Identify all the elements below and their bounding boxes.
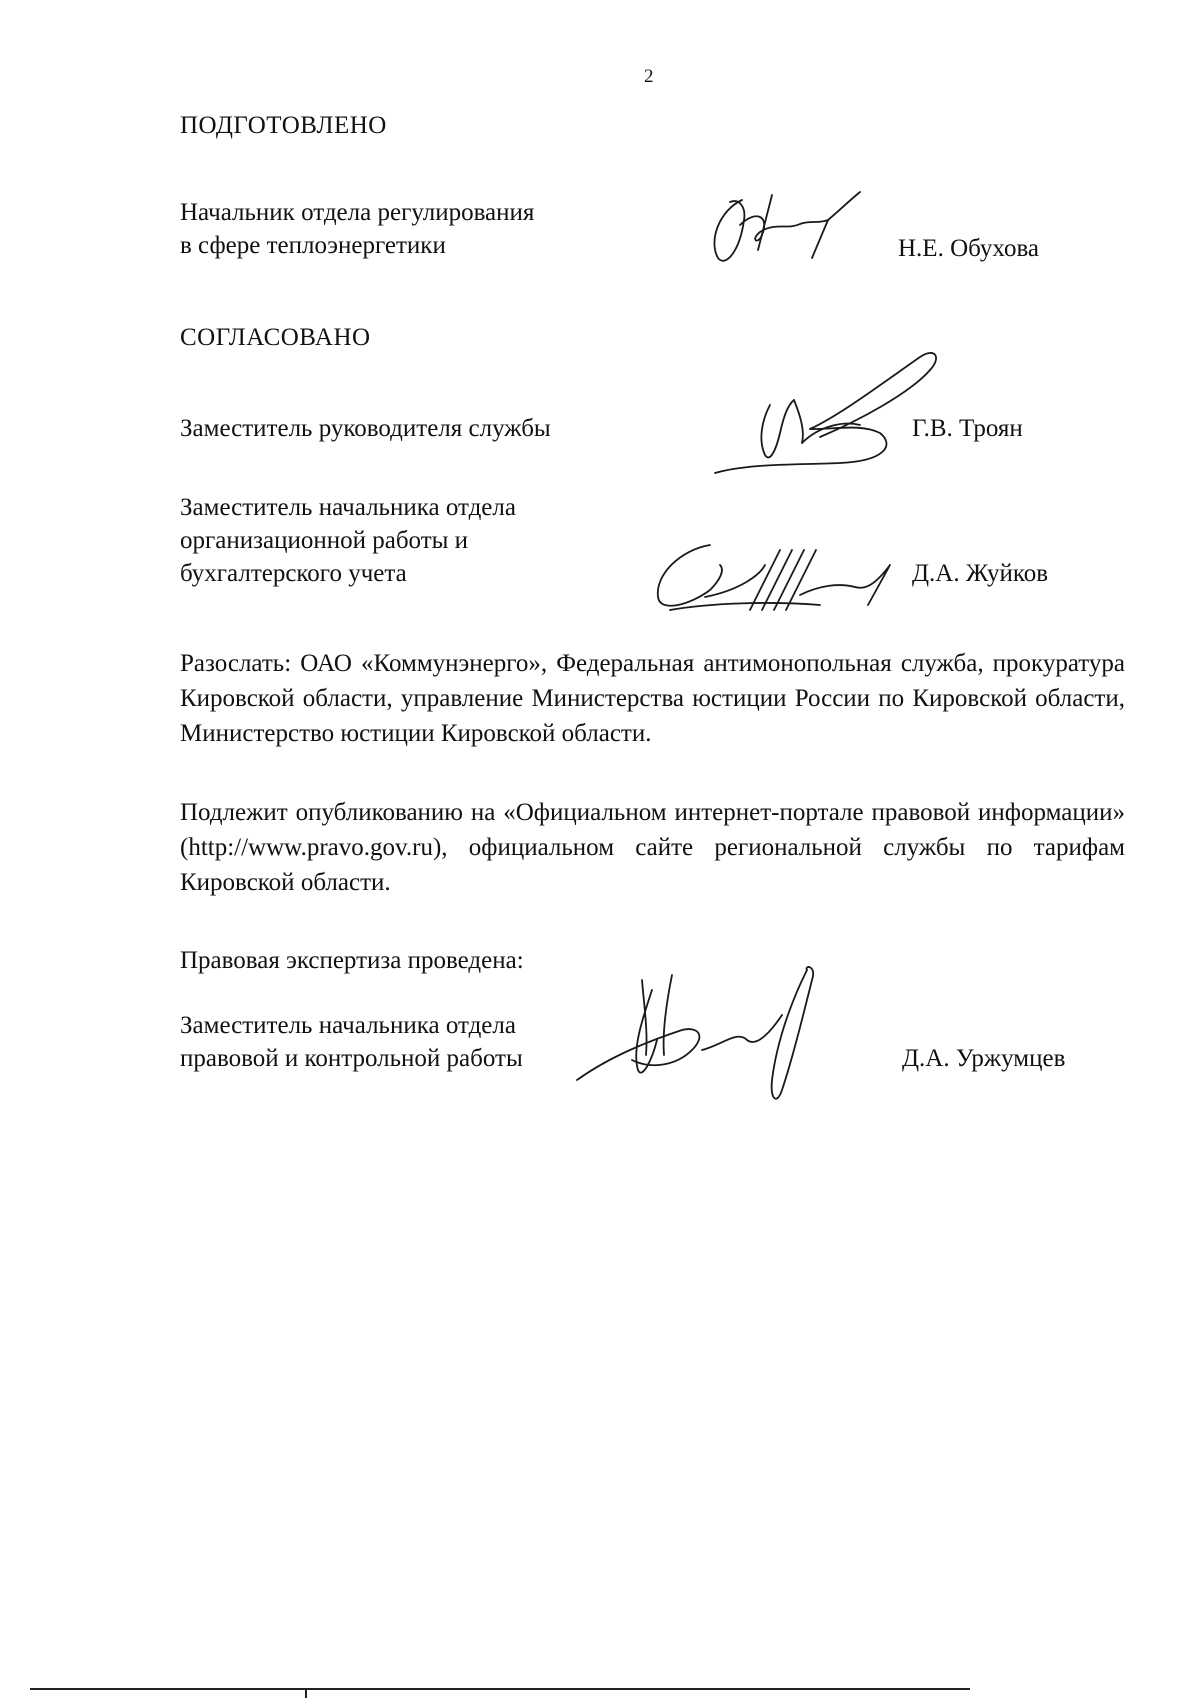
approved-name-troyan: Г.В. Троян [912, 415, 1023, 442]
approved-name-zhuikov: Д.А. Жуйков [912, 560, 1049, 587]
bottom-rule [30, 1688, 970, 1690]
prepared-position-line1: Начальник отдела регулирования [180, 199, 535, 226]
prepared-position-line2: в сфере теплоэнергетики [180, 232, 446, 259]
approved-position-zhuikov-line1: Заместитель начальника отдела [180, 494, 516, 521]
distribution-text: Разослать: ОАО «Коммунэнерго», Федеральная антимонопольная служба, прокуратура Кировской области, управление Министерства юстиции России по Кировской области, Министерство юстиции Кировской области. [180, 650, 1125, 747]
approved-position-zhuikov-line2: организационной работы и [180, 527, 469, 554]
approved-position-zhuikov-line3: бухгалтерского учета [180, 560, 407, 587]
approved-position-troyan: Заместитель руководителя службы [180, 415, 551, 442]
legal-review-position-line2: правовой и контрольной работы [180, 1045, 523, 1072]
bottom-rule-tick [305, 1688, 307, 1698]
prepared-name: Н.Е. Обухова [898, 235, 1040, 262]
page-number: 2 [644, 66, 654, 87]
legal-review-name: Д.А. Уржумцев [902, 1045, 1066, 1072]
publication-text: Подлежит опубликованию на «Официальном интернет-портале правовой информации» (http://www.pravo.gov.ru), официальном сайте региональной службы по тарифам Кировской области. [180, 799, 1125, 896]
signature-obukhova [700, 180, 880, 270]
legal-review-heading: Правовая экспертиза проведена: [180, 947, 524, 974]
signature-urzhumtsev [572, 960, 852, 1110]
prepared-heading: ПОДГОТОВЛЕНО [180, 112, 387, 139]
signature-zhuikov [650, 535, 910, 625]
legal-review-position-line1: Заместитель начальника отдела [180, 1012, 516, 1039]
approved-heading: СОГЛАСОВАНО [180, 324, 371, 351]
